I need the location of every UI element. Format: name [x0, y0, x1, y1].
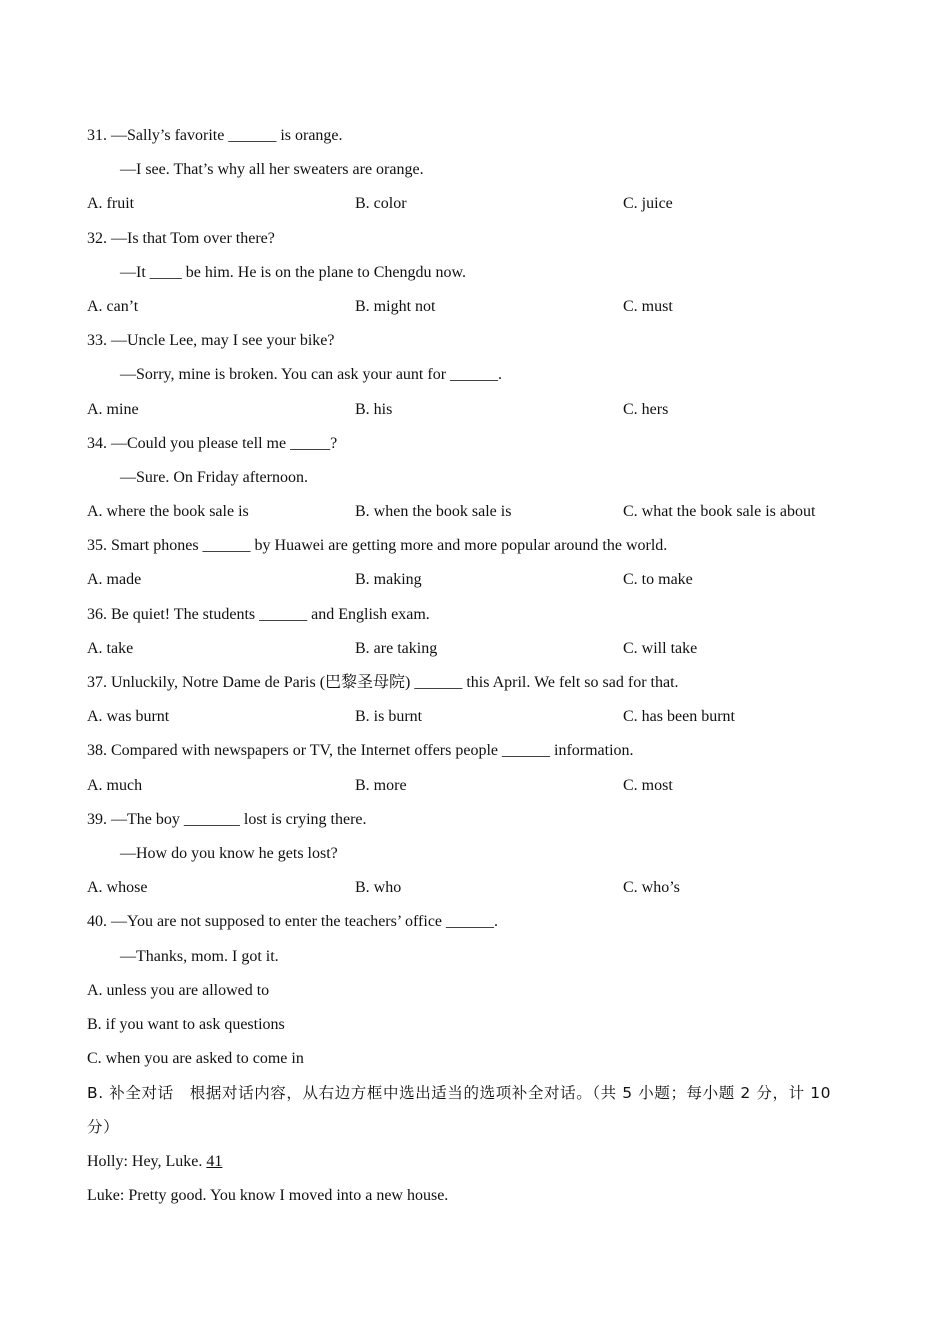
- question-38-options: [87, 769, 877, 803]
- question-37-options: [87, 700, 877, 734]
- question-36: 36. Be quiet! The students ______ and English exam.: [87, 605, 430, 623]
- question-34-options: [87, 495, 877, 529]
- option-b: B. who: [355, 879, 402, 897]
- question-35-options: [87, 563, 877, 597]
- exam-page: [87, 119, 877, 1213]
- question-31: 31. —Sally’s favorite ______ is orange.: [87, 127, 343, 144]
- question-40-reply: —Thanks, mom. I got it.: [120, 947, 279, 965]
- option-a: A. mine: [87, 400, 139, 418]
- option-b: B. when the book sale is: [355, 503, 512, 521]
- option-a: A. where the book sale is: [87, 503, 249, 521]
- question-33: 33. —Uncle Lee, may I see your bike?: [87, 332, 335, 350]
- question-36-options: [87, 632, 877, 666]
- option-b: B. are taking: [355, 639, 438, 657]
- option-b: B. might not: [355, 297, 436, 315]
- question-38: 38. Compared with newspapers or TV, the Internet offers people ______ information.: [87, 742, 634, 760]
- question-33-reply: —Sorry, mine is broken. You can ask your aunt for ______.: [120, 366, 503, 384]
- question-40: 40. —You are not supposed to enter the teachers’ office ______.: [87, 913, 499, 931]
- option-a: A. take: [87, 639, 134, 657]
- question-39-options: [87, 871, 877, 905]
- section-b-heading-continued: 分）: [87, 1118, 120, 1137]
- option-a: A. can’t: [87, 297, 139, 315]
- question-33-options: [87, 393, 877, 427]
- option-b: B. his: [355, 400, 393, 418]
- question-32-options: [87, 290, 877, 324]
- blank-41: 41: [206, 1152, 223, 1170]
- question-39-reply: —How do you know he gets lost?: [120, 844, 338, 862]
- dialogue-line-luke: Luke: Pretty good. You know I moved into a new house.: [87, 1186, 449, 1204]
- option-c: C. most: [623, 776, 673, 794]
- question-35: 35. Smart phones ______ by Huawei are getting more and more popular around the world.: [87, 537, 668, 555]
- option-c: C. juice: [623, 195, 673, 213]
- question-34-reply: —Sure. On Friday afternoon.: [120, 468, 308, 486]
- option-c: C. to make: [623, 571, 693, 589]
- option-a: A. was burnt: [87, 708, 170, 726]
- option-c: C. when you are asked to come in: [87, 1050, 304, 1068]
- dialogue-line-holly: [87, 1145, 877, 1179]
- option-b: B. color: [355, 195, 407, 213]
- question-32: 32. —Is that Tom over there?: [87, 229, 275, 247]
- option-c: C. who’s: [623, 879, 680, 897]
- question-31-options: [87, 187, 877, 221]
- option-b: B. more: [355, 776, 407, 794]
- question-39: 39. —The boy _______ lost is crying there.: [87, 810, 367, 828]
- question-32-reply: —It ____ be him. He is on the plane to Chengdu now.: [120, 263, 467, 281]
- option-c: C. what the book sale is about: [623, 503, 816, 521]
- question-34: 34. —Could you please tell me _____?: [87, 434, 338, 452]
- question-37: 37. Unluckily, Notre Dame de Paris (巴黎圣母院) ______ this April. We felt so sad for that.: [87, 674, 679, 691]
- dialogue-text: Holly: Hey, Luke.: [87, 1152, 207, 1170]
- option-a: A. much: [87, 776, 143, 794]
- option-a: A. unless you are allowed to: [87, 981, 270, 999]
- option-b: B. is burnt: [355, 708, 423, 726]
- question-31-reply: —I see. That’s why all her sweaters are orange.: [120, 161, 424, 179]
- option-b: B. making: [355, 571, 422, 589]
- option-a: A. made: [87, 571, 142, 589]
- option-c: C. must: [623, 297, 673, 315]
- option-c: C. hers: [623, 400, 669, 418]
- option-a: A. whose: [87, 879, 148, 897]
- option-c: C. will take: [623, 639, 698, 657]
- option-b: B. if you want to ask questions: [87, 1015, 285, 1033]
- section-b-heading: B. 补全对话 根据对话内容，从右边方框中选出适当的选项补全对话。（共 5 小题；每小题 2 分，计 10: [87, 1084, 832, 1103]
- option-c: C. has been burnt: [623, 708, 735, 726]
- option-a: A. fruit: [87, 195, 135, 213]
